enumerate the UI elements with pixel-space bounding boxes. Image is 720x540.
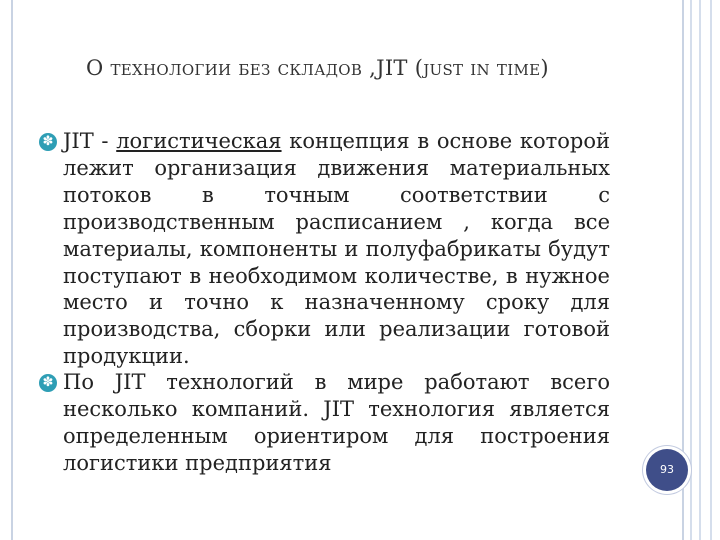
bullet-paragraph-2: По JIT технологий в мире работают всего несколько компаний. JIT технология является определенным ориентиром для построения логистики предприятия xyxy=(63,370,610,475)
page-number-badge: 93 xyxy=(646,449,688,491)
right-rule-2 xyxy=(699,0,701,540)
gear-bullet-icon: ✽ xyxy=(39,133,57,151)
bullet-1-rest: концепция в основе которой лежит организация движения материальных потоков в точным соответствии с производственным расписанием , когда все материалы, компоненты и полуфабрикаты будут поступают в необходимом количестве, в нужное место и точно к назначенному сроку для производства, сборки или реализации готовой продукции. xyxy=(63,129,611,369)
bullet-paragraph-1 xyxy=(63,128,610,370)
bullet-1-lead: JIT - xyxy=(63,129,117,153)
slide-title: О технологии без складов ,JIT (just in time) xyxy=(86,56,549,80)
bullet-1-link-word: логистическая xyxy=(116,129,282,153)
gear-bullet-icon: ✽ xyxy=(39,374,57,392)
right-rule-1 xyxy=(690,0,692,540)
right-rule-3 xyxy=(710,0,712,540)
